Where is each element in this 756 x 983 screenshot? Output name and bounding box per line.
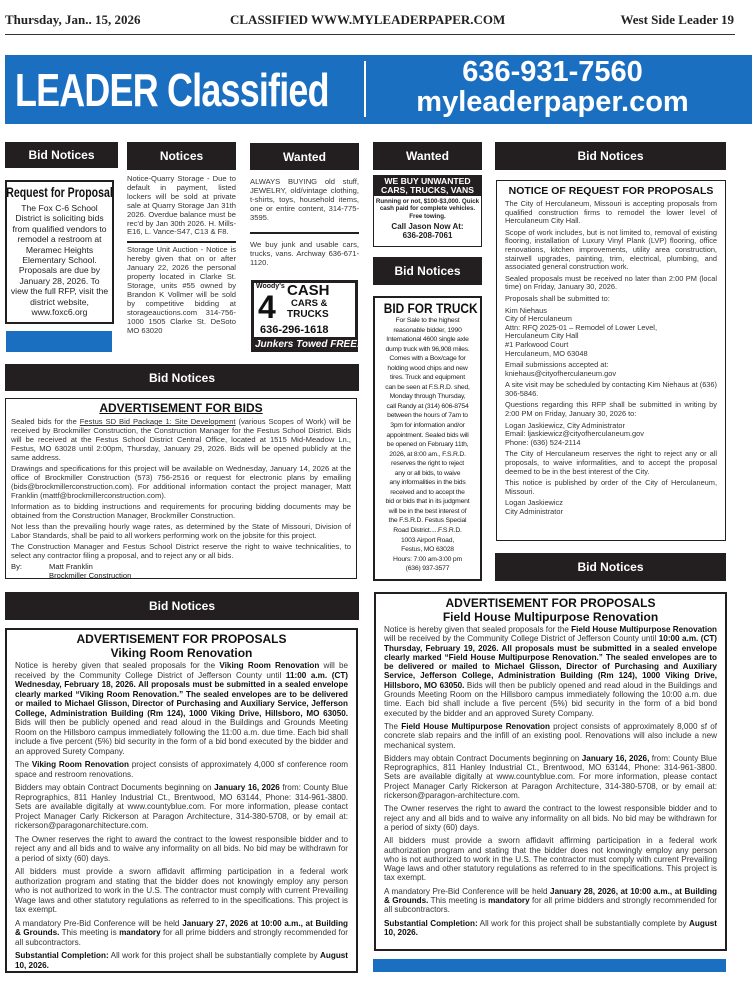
wanted-always-buying: ALWAYS BUYING old stuff, JEWELRY, old/vintage clothing, t-shirts, toys, household items, one or entire content, 314-775-3595. — [250, 177, 359, 222]
herculaneum-rfp-ad — [496, 180, 726, 541]
text-line: 2026, at 8:00 am., F.S.R.D. — [389, 450, 466, 458]
section-header-bid-notices: Bid Notices — [5, 592, 359, 620]
ad-title: BID FOR TRUCK — [383, 300, 478, 316]
text-line: reserves the right to reject — [391, 460, 464, 468]
text-run: All work for this project shall be substantially complete by — [477, 918, 690, 928]
bid-for-truck-ad — [373, 296, 482, 581]
text-run: project consists of approximately 4,000 sf conference room space and restroom renovations. — [15, 760, 348, 779]
text-line: International 4600 single axle — [386, 336, 469, 344]
paragraph — [505, 381, 717, 398]
leader-classified-logo: LEADER Classified — [15, 64, 329, 116]
ad-phone[interactable]: 636-208-7061 — [402, 230, 453, 240]
text-line: For Sale to the highest — [395, 317, 460, 324]
text-run: The — [15, 760, 32, 769]
text-run: Notice is hereby given that sealed proposals for the — [384, 625, 572, 634]
text-run: Bids will then be publicly opened and read aloud in the Buildings and Grounds Meeting Room on the Hillsboro campus immediately following the 10:00 a.m. due time. Each bid shall include a five percent (5%) bid security in the form of a bid bond executed by the bidder and an approved Surety Company. — [384, 680, 717, 718]
text-run: All bidders must provide a sworn affidavit affirming participation in a federal work authorization program and stating that the bidder does not knowingly employ any person who is not authorized to work in the U.S. The contractor must comply with current Prevailing Wage laws and other statutory regulations as referred to in the specifications. This project is tax exempt. — [384, 836, 717, 883]
woodys-number: 4 — [258, 289, 276, 325]
ad-signature — [11, 562, 351, 579]
ad-body — [384, 625, 717, 937]
paragraph — [505, 450, 717, 476]
text-line: Hours: 7:00 am-3:00 pm — [393, 555, 462, 563]
we-buy-cars-ad — [373, 175, 482, 247]
ad-call-label: Call Jason Now At: — [391, 221, 464, 231]
text-line: Comes with a Box/cage for — [389, 355, 466, 363]
text-line: tires. Truck and equipment — [390, 374, 465, 382]
woodys-cash: CASH — [287, 282, 330, 299]
text-run: for all prime bidders and strongly recommended for all subcontractors. — [15, 928, 348, 947]
text-line: will be in the best interest of — [388, 507, 467, 515]
paragraph — [11, 464, 351, 500]
paragraph — [384, 754, 717, 800]
text-run: Bidders may obtain Contract Documents beginning on — [15, 783, 215, 792]
paragraph — [384, 804, 717, 832]
bold-text: 11:00 a.m. (CT) Wednesday, February 18, 2026. All proposals must be submitted in a sealed envelope clearly marked “Viking Room Renovation.” The sealed envelopes are to be delivered or mailed to Michael Glisson, Director of Purchasing and Auxiliary Service, Jefferson College, Administration Building (Rm 124), 1000 Viking Drive, Hillsboro, MO 63050. — [15, 670, 348, 718]
festus-bids-ad — [5, 398, 357, 579]
text-line: appointment. Sealed bids will — [386, 431, 469, 439]
text-run: The Construction Manager and Festus School District reserve the right to waive technicalities, to select any contractor filing a proposal, and to reject any or all bids. — [11, 542, 351, 560]
text-line: dump truck with 96,908 miles. — [385, 345, 470, 353]
bold-text: January 28, 2026, at 10:00 a.m., at Building & Grounds. — [384, 886, 717, 906]
paragraph — [505, 479, 717, 496]
banner-phone[interactable]: 636-931-7560 — [462, 56, 643, 88]
text-line: Road District.....F.S.R.D. — [393, 527, 462, 535]
bold-text: Viking Room Renovation — [219, 661, 320, 670]
divider — [127, 241, 236, 243]
text-line: 3pm for information and/or — [390, 422, 465, 430]
text-line: reasonable bidder, 1990 — [393, 326, 462, 334]
section-header-bid-notices: Bid Notices — [5, 364, 359, 391]
ad-body: Running or not, $100-$3,000. Quick cash paid for complete vehicles. Free towing. — [375, 198, 480, 220]
text-run: Drawings and specifications for this project will be available on Wednesday, January 14, 2026 at the office of Brockmiller Construction (573) 756-2516 or request for electronic plans by emailing (bids@brockmillerconstruction.com). For additional information contact the project manager, Matt Franklin (mattf@brockmillerconstruction.com). — [11, 464, 351, 500]
blue-filler-bar — [373, 959, 726, 972]
banner-contact — [385, 57, 720, 117]
text-run: for all prime bidders and strongly recommended for all subcontractors. — [384, 896, 717, 915]
text-run: Sealed proposals must be received no later than 2:00 PM (local time) on Friday, January 30, 2026. — [505, 273, 717, 292]
bold-text: 10:00 a.m. (CT) Thursday, February 19, 2026. All proposals must be submitted in a sealed envelope clearly marked “Field House Multipurpose Renovation.” The sealed envelopes are to be delivered or mailed to Michael Glisson, Director of Purchasing and Auxiliary Service, Jefferson College, Administration Building (Rm 124), 1000 Viking Drive, Hillsboro, MO 63050. — [384, 634, 718, 690]
paragraph — [11, 502, 351, 520]
field-house-proposal-ad — [374, 592, 727, 951]
paragraph — [15, 867, 348, 915]
text-line: any informalities in the bids — [389, 479, 466, 487]
ad-subtitle: Viking Room Renovation — [110, 646, 253, 660]
banner-url[interactable]: myleaderpaper.com — [416, 86, 689, 118]
bold-text: mandatory — [119, 928, 161, 937]
text-line: (636) 937-3577 — [405, 565, 450, 573]
text-run: Email submissions accepted at: kniehaus@cityofherculaneum.gov — [505, 360, 617, 378]
paragraph — [15, 951, 348, 970]
text-run: Logan Jaskiewicz City Administrator — [505, 498, 563, 516]
paragraph — [384, 722, 717, 750]
ad-title: ADVERTISEMENT FOR PROPOSALS — [76, 632, 287, 646]
paragraph — [384, 625, 717, 718]
paragraph — [505, 229, 717, 272]
text-run: will be received by the Community College District of Jefferson County until — [384, 634, 659, 644]
text-run: will be received by the Community College District of Jefferson County until — [15, 661, 348, 680]
text-run: A mandatory Pre-Bid Conference will be held — [384, 886, 551, 896]
bold-text: January 16, 2026 — [214, 783, 280, 792]
fox-rfp-ad — [5, 180, 114, 324]
paragraph — [505, 200, 717, 226]
text-run: All bidders must provide a sworn affidavit affirming participation in a federal work authorization program and stating that the bidder does not knowingly employ any person who is not authorized to work in the U.S. The contractor must comply with current Prevailing Wage laws and other statutory regulations as referred to in the specifications. This project is tax exempt. — [15, 867, 348, 914]
bold-text: Substantial Completion: — [384, 918, 478, 928]
paragraph — [11, 542, 351, 560]
bold-text: January 16, 2026, — [581, 753, 650, 763]
text-run: Notice is hereby given that sealed proposals for the — [15, 661, 220, 670]
text-run: Kim Niehaus City of Herculaneum Attn: RFQ 2025-01 – Remodel of Lower Level, Herculaneum City Hall #1 Parkwood Court Herculaneum, MO 63048 — [505, 305, 657, 358]
text-run: Logan Jaskiewicz, City Administrator Email: ljaskiewicz@cityofherculaneum.gov Phone: (636) 524-2114 — [505, 420, 644, 447]
viking-room-proposal-ad — [5, 628, 358, 973]
wanted-junk-cars: We buy junk and usable cars, trucks, vans. Archway 636-671-1120. — [250, 240, 359, 267]
ad-body — [15, 661, 348, 970]
text-line: bid or bids that in its judgment — [385, 498, 470, 506]
bold-text: Field House Multipurpose Renovation — [401, 721, 550, 731]
section-header-wanted: Wanted — [373, 142, 482, 170]
paragraph — [15, 919, 348, 948]
text-run: The City of Herculaneum reserves the right to reject any or all proposals, to waive informalities, and to accept the proposal deemed to be in the best interest of the City. — [505, 449, 717, 476]
woodys-brand: Woody's — [256, 283, 285, 290]
text-run: A mandatory Pre-Bid Conference will be held — [15, 918, 183, 928]
section-header-bid-notices: Bid Notices — [373, 257, 482, 285]
text-run: Bids will then be publicly opened and read aloud in the Buildings and Grounds Meeting Room on the Hillsboro campus immediately following the 11:00 a.m. due time. Each bid shall include a five percent (5%) bid security in the form of a bid bond executed by the bidder and an approved Surety Company. — [15, 718, 348, 756]
text-run: All work for this project shall be substantially complete by — [108, 951, 321, 960]
bold-text: Viking Room Renovation — [31, 760, 129, 769]
classified-banner — [5, 55, 752, 124]
section-title: CLASSIFIED WWW.MYLEADERPAPER.COM — [230, 12, 506, 27]
ad-body — [11, 417, 351, 560]
paragraph — [384, 919, 717, 938]
paper-page: West Side Leader 19 — [620, 12, 734, 27]
signer-name: Matt Franklin — [49, 562, 93, 571]
signer-company: Brockmiller Construction — [49, 571, 132, 579]
paragraph — [11, 522, 351, 540]
text-run: This meeting is — [59, 928, 120, 937]
paragraph — [384, 836, 717, 882]
ad-title: NOTICE OF REQUEST FOR PROPOSALS — [508, 185, 714, 197]
ad-headline: WE BUY UNWANTED CARS, TRUCKS, VANS — [374, 176, 481, 196]
woodys-cars: CARS & — [291, 298, 328, 309]
bold-text: August 10, 2026. — [384, 918, 718, 937]
paragraph — [505, 361, 717, 378]
paragraph — [11, 417, 351, 462]
section-header-bid-notices: Bid Notices — [495, 142, 726, 170]
paragraph — [505, 422, 717, 448]
ad-body: The Fox C-6 School District is soliciting bids from qualified vendors to remodel a restroom at Meramec Heights Elementary School. Proposals are due by January 28, 2026. To view the full RFP, visit the district website, www.foxc6.org — [10, 203, 109, 318]
ad-title: ADVERTISEMENT FOR PROPOSALS — [445, 596, 656, 610]
section-header-notices: Notices — [127, 142, 236, 170]
text-run: The — [384, 721, 402, 731]
woodys-trucks: TRUCKS — [287, 309, 329, 320]
notice-storage-auction: Storage Unit Auction - Notice is hereby given that on or after January 22, 2026 the personal property located in Clarke St. Storage, units #55 owned by Brandon K Vollmer will be sold by competitive bidding at storageauctions.com 314-756-1000 1505 Clarke St. DeSoto MO 63020 — [127, 245, 236, 335]
text-run: The Owner reserves the right to award the contract to the lowest responsible bidder and to reject any and all bids and to waive any informality on all bids. No bid may be withdrawn for a period of sixty (60) days. — [15, 834, 348, 863]
divider — [250, 232, 359, 234]
text-line: be opened on February 11th, — [386, 441, 469, 449]
text-line: Monday through Thursday, — [389, 393, 466, 401]
text-run: from: County Blue Reprographics, 811 Hanley Industrial Ct., Brentwood, MO 63144, Phone: 314-961-3800. Sets are available digitally at www.countyblue.com. For more information, please contact Project Manager Carly Rickerson at Paragon Architecture, 314-380-5708, or by email at: rickerson@paragonarchitecture.com. — [15, 783, 348, 830]
paragraph — [15, 760, 348, 779]
text-line: received and to accept the — [390, 488, 465, 496]
paragraph — [505, 295, 717, 304]
bold-text: Field House Multipurpose Renovation — [571, 625, 717, 634]
issue-date: Thursday, Jan.. 15, 2026 — [5, 12, 141, 27]
woodys-tagline: Junkers Towed FREE! — [255, 339, 361, 350]
underlined-text: Festus SD Bid Package 1: Site Development — [79, 417, 236, 426]
paragraph — [505, 499, 717, 516]
paragraph — [505, 401, 717, 418]
paragraph — [15, 661, 348, 756]
ad-body — [505, 200, 717, 517]
text-line: 1003 Airport Road, — [400, 536, 455, 544]
text-run: Information as to bidding instructions and requirements for procuring bidding documents may be obtained from the Construction Manager, Brockmiller Construction. — [11, 502, 351, 520]
text-line: holding wood chips and new — [387, 364, 468, 372]
text-run: Questions regarding this RFP shall be submitted in writing by 2:00 PM on Friday, January 30, 2026 to: — [505, 400, 717, 419]
text-line: Festus, MO 63028 — [401, 546, 454, 554]
paragraph — [384, 887, 717, 915]
section-header-bid-notices: Bid Notices — [5, 142, 118, 168]
text-run: The City of Herculaneum, Missouri is accepting proposals from qualified construction firms to remodel the lower level of Herculaneum City Hall. — [505, 199, 717, 226]
ad-subtitle: Field House Multipurpose Renovation — [442, 610, 659, 624]
text-line: call Randy at (314) 606-8754 — [386, 402, 469, 410]
text-run: Bidders may obtain Contract Documents beginning on — [384, 753, 582, 763]
bold-text: January 27, 2026 at 10:00 a.m., at Building & Grounds. — [15, 918, 348, 937]
paragraph — [15, 835, 348, 864]
notices-column — [127, 175, 236, 359]
text-line: between the hours of 7am to — [387, 412, 468, 420]
header-rule — [5, 34, 735, 35]
woodys-phone[interactable]: 636-296-1618 — [260, 324, 329, 336]
paragraph — [15, 783, 348, 831]
text-run: A site visit may be scheduled by contacting Kim Niehaus at (636) 306-5846. — [505, 380, 717, 398]
text-run: project consists of approximately 8,000 sf of concrete slab repairs and the infill of an existing pool. Renovations will also include a new mechanical system. — [384, 721, 718, 750]
ad-title: Request for Proposal — [6, 185, 113, 200]
text-run: Proposals shall be submitted to: — [505, 293, 610, 303]
text-run: Sealed bids for the — [11, 417, 80, 426]
text-run: This notice is published by order of the City of Herculaneum, Missouri. — [505, 478, 717, 496]
section-header-bid-notices: Bid Notices — [495, 553, 726, 581]
text-run: The Owner reserves the right to award the contract to the lowest responsible bidder and to reject any and all bids and to waive any informality on all bids. No bid may be withdrawn for a period of sixty (60) days. — [384, 804, 717, 832]
by-label: By: — [11, 562, 22, 571]
ad-title: ADVERTISEMENT FOR BIDS — [99, 401, 263, 415]
notice-quarry-storage: Notice-Quarry Storage - Due to default in payment, listed lockers will be sold at private sale at Quarry Storage Jan 31th 2026. Overdue balance must be rec'd by Jan 30th 2026. H. Mills-E16, L. Vance-S47, C13 & F8. — [127, 175, 236, 237]
text-run: This meeting is — [428, 896, 489, 906]
paragraph — [505, 275, 717, 292]
text-run: Not less than the prevailing hourly wage rates, as determined by the State of Missouri, Division of Labor Standards, shall be paid to all workers performing work on the jobsite for this project. — [11, 522, 351, 540]
text-run: (various Scopes of Work) will be received by Brockmiller Construction, the Construction Manager for the Festus School District. Bids will be received at the Festus School District Central Office, located at 1515 Mid-Meadow Ln., Festus, MO 63028 until 2:00pm, Thursday, January 29, 2026. Bids will be opened publicly at the same address. — [11, 417, 351, 462]
paragraph — [505, 307, 717, 359]
bold-text: Substantial Completion: — [15, 951, 109, 960]
bold-text: mandatory — [488, 896, 530, 906]
text-line: any or all bids, to waive — [394, 469, 461, 477]
text-run: Scope of work includes, but is not limited to, removal of existing flooring, installation of Luxury Vinyl Plank (LVP) flooring, office renovations, kitchen improvements, utility area construction, stairwell upgrades, painting, trim, electrical, plumbing, and associated general construction work. — [505, 227, 717, 272]
woodys-cash-ad — [251, 280, 361, 352]
section-header-wanted: Wanted — [250, 143, 359, 170]
banner-divider — [364, 61, 366, 117]
text-line: the F.S.R.D. Festus Special — [388, 517, 467, 525]
text-run: from: County Blue Reprographics, 811 Hanley Industrial Ct., Brentwood, MO 63144, Phone: 314-961-3800. Sets are available digitally at www.countyblue.com. For more information, please contact Project Manager Carly Rickerson at Paragon Architecture, 314-380-5708, or by email at: rickerson@paragon-architecture.com. — [384, 753, 717, 801]
blue-filler-bar — [6, 331, 112, 352]
text-line: can be seen at F.S.R.D. shed, — [385, 383, 470, 391]
bold-text: August 10, 2026. — [15, 951, 349, 970]
ad-body — [376, 316, 479, 574]
